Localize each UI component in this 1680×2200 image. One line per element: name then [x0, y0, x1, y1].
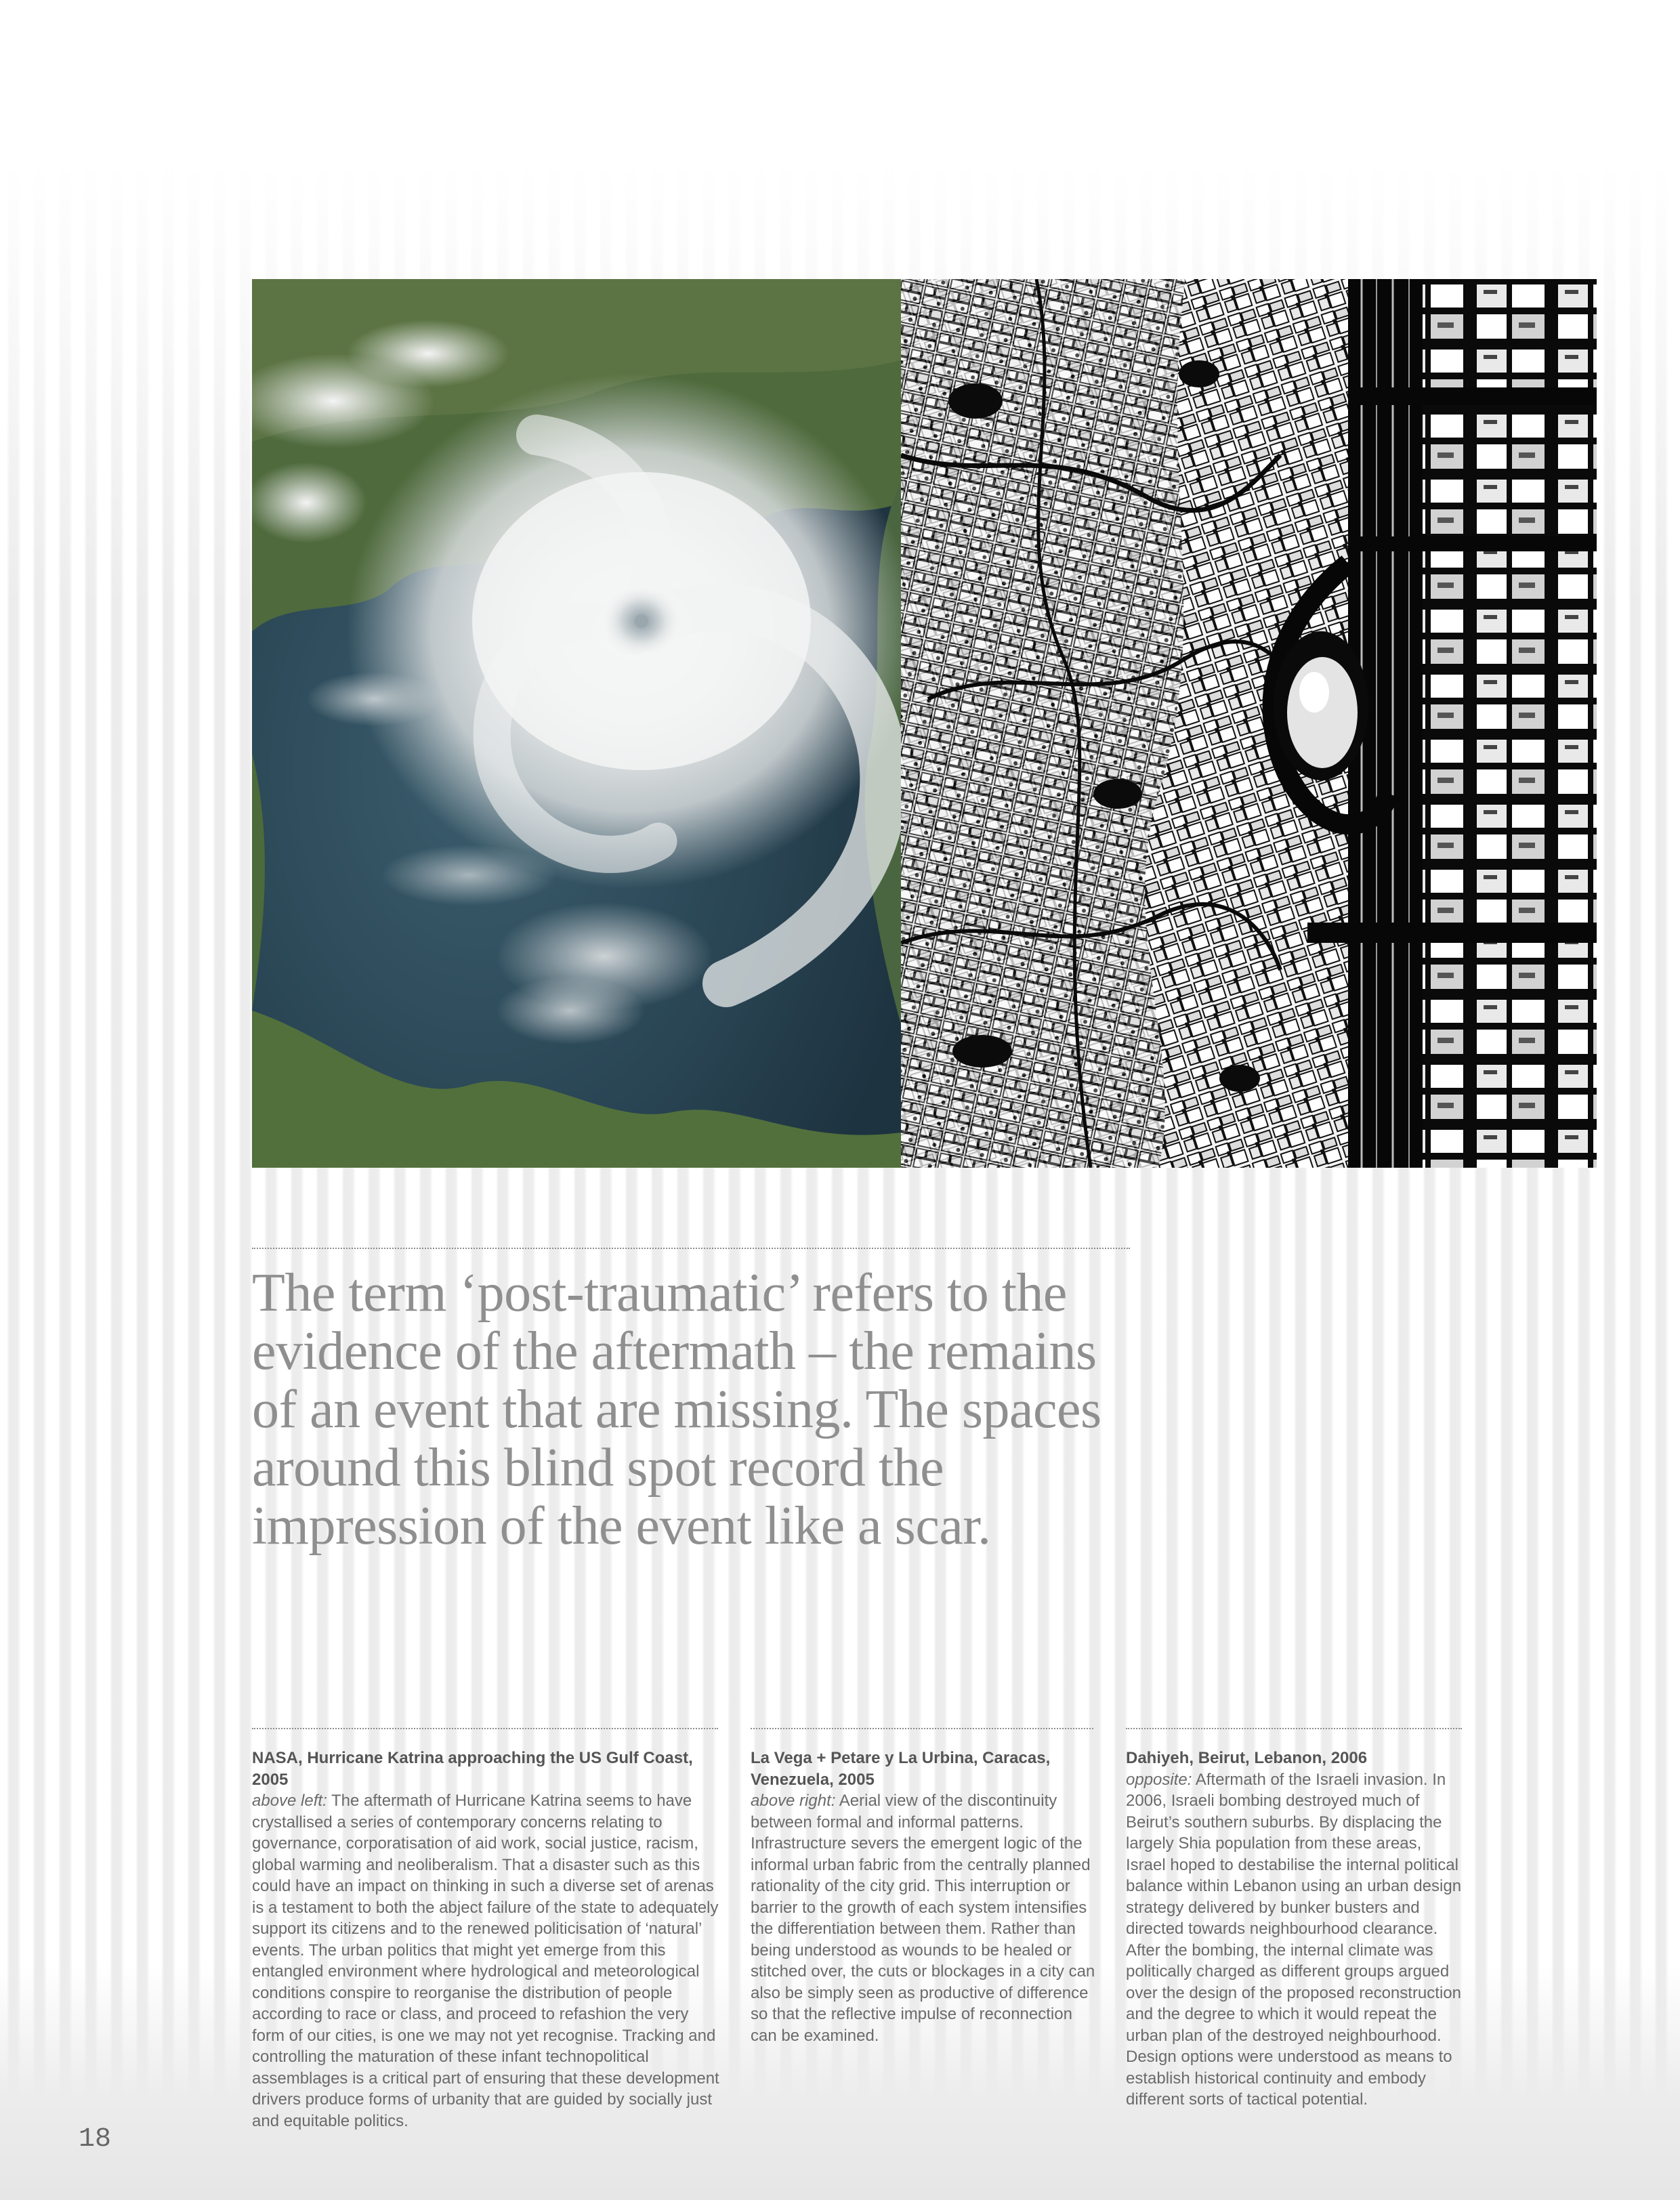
- caption-lead: above left:: [252, 1792, 327, 1810]
- caption-1-rule: [252, 1728, 718, 1729]
- aerial-image: [901, 279, 1597, 1168]
- caption-title: Dahiyeh, Beirut, Lebanon, 2006: [1126, 1749, 1368, 1767]
- caption-title: La Vega + Petare y La Urbina, Caracas, Venezuela, 2005: [751, 1749, 1051, 1789]
- quote-top-rule: [252, 1248, 1130, 1249]
- caption-title: NASA, Hurricane Katrina approaching the US Gulf Coast, 2005: [252, 1749, 693, 1789]
- caption-lead: above right:: [751, 1792, 836, 1810]
- caption-caracas: [751, 1748, 1096, 2046]
- caption-lead: opposite:: [1126, 1770, 1192, 1789]
- caption-3-rule: [1126, 1728, 1462, 1729]
- hurricane-image: [252, 279, 901, 1168]
- caption-body: Aerial view of the discontinuity between formal and informal patterns. Infrastructure severs the emergent logic of the informal urban fabric from the centrally planned rationality of the city grid. This interruption or barrier to the growth of each system intensifies the differentiation between them. Rather than being understood as wounds to be healed or stitched over, the cuts or blockages in a city can also be simply seen as productive of difference so that the reflective impulse of reconnection can be examined.: [751, 1792, 1095, 2045]
- caption-body: Aftermath of the Israeli invasion. In 2006, Israeli bombing destroyed much of Beirut’s southern suburbs. By displacing the largely Shia population from these areas, Israel hoped to destabilise the internal political balance within Lebanon using an urban design strategy delivered by bunker busters and directed towards neighbourhood clearance. After the bombing, the internal climate was politically charged as different groups argued over the design of the proposed reconstruction and the degree to which it would repeat the urban plan of the destroyed neighbourhood. Design options were understood as means to establish historical continuity and embody different sorts of tactical potential.: [1126, 1770, 1462, 2109]
- page-number: 18: [79, 2124, 112, 2155]
- hurricane-satellite-photo: [252, 279, 901, 1168]
- caracas-aerial-photo: [901, 279, 1597, 1168]
- caption-2-rule: [751, 1728, 1093, 1729]
- caption-beirut: [1126, 1748, 1465, 2111]
- pull-quote: The term ‘post-traumatic’ refers to the evidence of the aftermath – the remains of an event that are missing. The spaces around this blind spot record the impression of the event like a scar.: [252, 1263, 1101, 1556]
- caption-body: The aftermath of Hurricane Katrina seems to have crystallised a series of contemporary concerns relating to governance, corporatisation of aid work, social justice, racism, global warming and neoliberalism. That a disaster such as this could have an impact on thinking in such a diverse set of arenas is a testament to both the abject failure of the state to adequately support its citizens and to the renewed politicisation of ‘natural’ events. The urban politics that might yet emerge from this entangled environment where hydrological and meteorological conditions conspire to reorganise the distribution of people according to race or class, and proceed to refashion the very form of our cities, is one we may not yet recognise. Tracking and controlling the maturation of these infant technopolitical assemblages is a critical part of ensuring that these development drivers produce forms of urbanity that are guided by socially just and equitable politics.: [252, 1792, 719, 2130]
- caption-hurricane-katrina: [252, 1748, 719, 2132]
